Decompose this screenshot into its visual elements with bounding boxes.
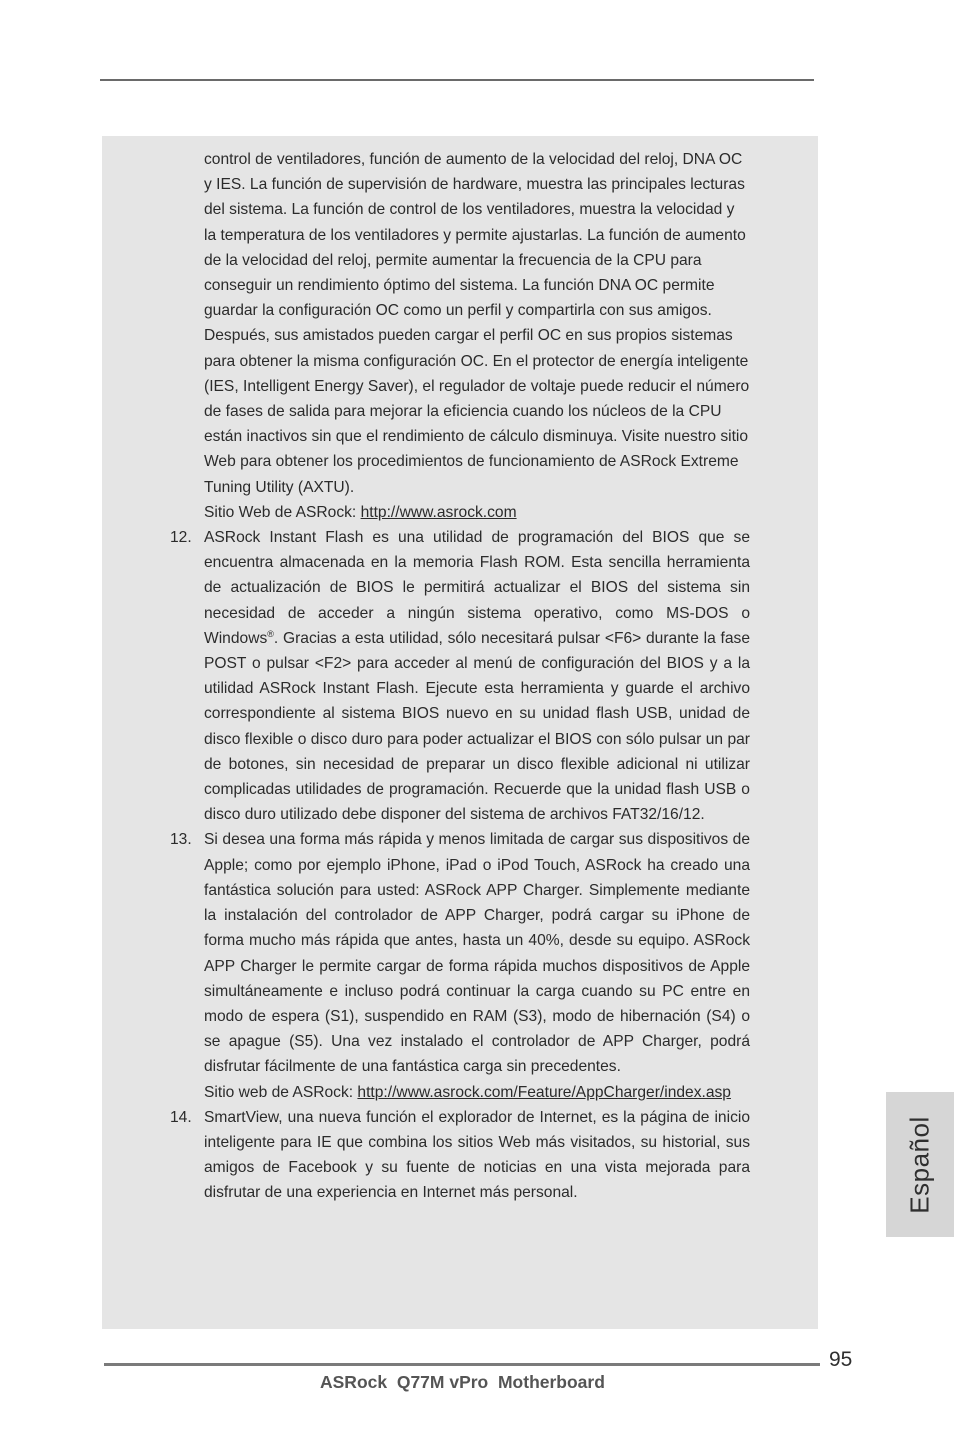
language-tab bbox=[886, 1092, 954, 1237]
intro-paragraph bbox=[204, 147, 750, 500]
intro-site-line bbox=[204, 500, 750, 525]
item-number: 14. bbox=[170, 1108, 192, 1126]
list-item-13-site-line bbox=[204, 1080, 750, 1105]
manual-text bbox=[170, 147, 750, 1206]
app-charger-site-label: Sitio web de ASRock: bbox=[204, 1083, 358, 1101]
page-number: 95 bbox=[829, 1348, 853, 1371]
header-rule bbox=[100, 79, 814, 81]
item-text: ASRock Instant Flash es una utilidad de programación del BIOS que se encuentra almacenada en la memoria Flash ROM. Esta sencilla herramienta de actualización de BIOS le permitirá actualizar el BIOS del sistema sin necesidad de acceder a ningún sistema operativo, como MS-DOS o Windows bbox=[204, 529, 750, 647]
item-text-continued: . Gracias a esta utilidad, sólo necesitará pulsar <F6> durante la fase POST o pulsar <F2> para acceder al menú de configuración del BIOS y a la utilidad ASRock Instant Flash. Ejecute esta herramienta y guarde el archivo correspondiente al sistema BIOS nuevo en su unidad flash USB, unidad de disco flexible o disco duro para poder actualizar el BIOS con sólo pulsar un par de botones, sin necesidad de preparar un disco flexible adicional ni utilizar complicadas utilidades de programación. Recuerde que la unidad flash USB o disco duro utilizado debe disponer del sistema de archivos FAT32/16/12. bbox=[204, 629, 750, 824]
item-number: 12. bbox=[170, 529, 192, 547]
list-item-13 bbox=[170, 827, 750, 1079]
intro-site-label: Sitio Web de ASRock: bbox=[204, 503, 361, 521]
language-label: Español bbox=[904, 1115, 935, 1214]
item-number: 13. bbox=[170, 831, 192, 849]
footer-title: ASRock Q77M vPro Motherboard bbox=[320, 1372, 605, 1392]
app-charger-link[interactable]: http://www.asrock.com/Feature/AppCharger/index.asp bbox=[357, 1083, 731, 1101]
list-item-12 bbox=[170, 525, 750, 827]
item-text: SmartView, una nueva función el explorador de Internet, es la página de inicio inteligente para IE que combina los sitios Web más visitados, su historial, sus amigos de Facebook y su fuente de noticias en una vista mejorada para disfrutar de una experiencia en Internet más personal. bbox=[204, 1108, 750, 1202]
intro-text: control de ventiladores, función de aumento de la velocidad del reloj, DNA OC y IES. La función de supervisión de hardware, muestra las principales lecturas del sistema. La función de control de los ventiladores, muestra la velocidad y la temperatura de los ventiladores y permite ajustarlas. La función de aumento de la velocidad del reloj, permite aumentar la frecuencia de la CPU para conseguir un rendimiento óptimo del sistema. La función DNA OC permite guardar la configuración OC como un perfil y compartirla con sus amigos. Después, sus amistados pueden cargar el perfil OC en sus propios sistemas para obtener la misma configuración OC. En el protector de energía inteligente (IES, Intelligent Energy Saver), el regulador de voltaje puede reducir el número de fases de salida para mejorar la eficiencia cuando los núcleos de la CPU están inactivos sin que el rendimiento de cálculo disminuya. Visite nuestro sitio Web para obtener los procedimientos de funcionamiento de ASRock Extreme Tuning Utility (AXTU). bbox=[204, 151, 750, 496]
asrock-website-link[interactable]: http://www.asrock.com bbox=[360, 503, 517, 521]
list-item-14 bbox=[170, 1105, 750, 1206]
footer-rule bbox=[104, 1363, 820, 1366]
item-text: Si desea una forma más rápida y menos limitada de cargar sus dispositivos de Apple; como por ejemplo iPhone, iPad o iPod Touch, ASRock ha creado una fantástica solución para usted: ASRock APP Charger. Simplemente mediante la instalación del controlador de APP Charger, podrá cargar su iPhone de forma mucho más rápida que antes, hasta un 40%, desde su equipo. ASRock APP Charger le permite cargar de forma rápida muchos dispositivos de Apple simultáneamente e incluso podrá continuar la carga cuando su PC entre en modo de espera (S1), suspendido en RAM (S3), modo de hibernación (S4) o se apague (S5). Una vez instalado el controlador de APP Charger, podrá disfrutar fácilmente de una fantástica carga sin precedentes. bbox=[204, 831, 750, 1076]
registered-mark: ® bbox=[267, 628, 274, 639]
